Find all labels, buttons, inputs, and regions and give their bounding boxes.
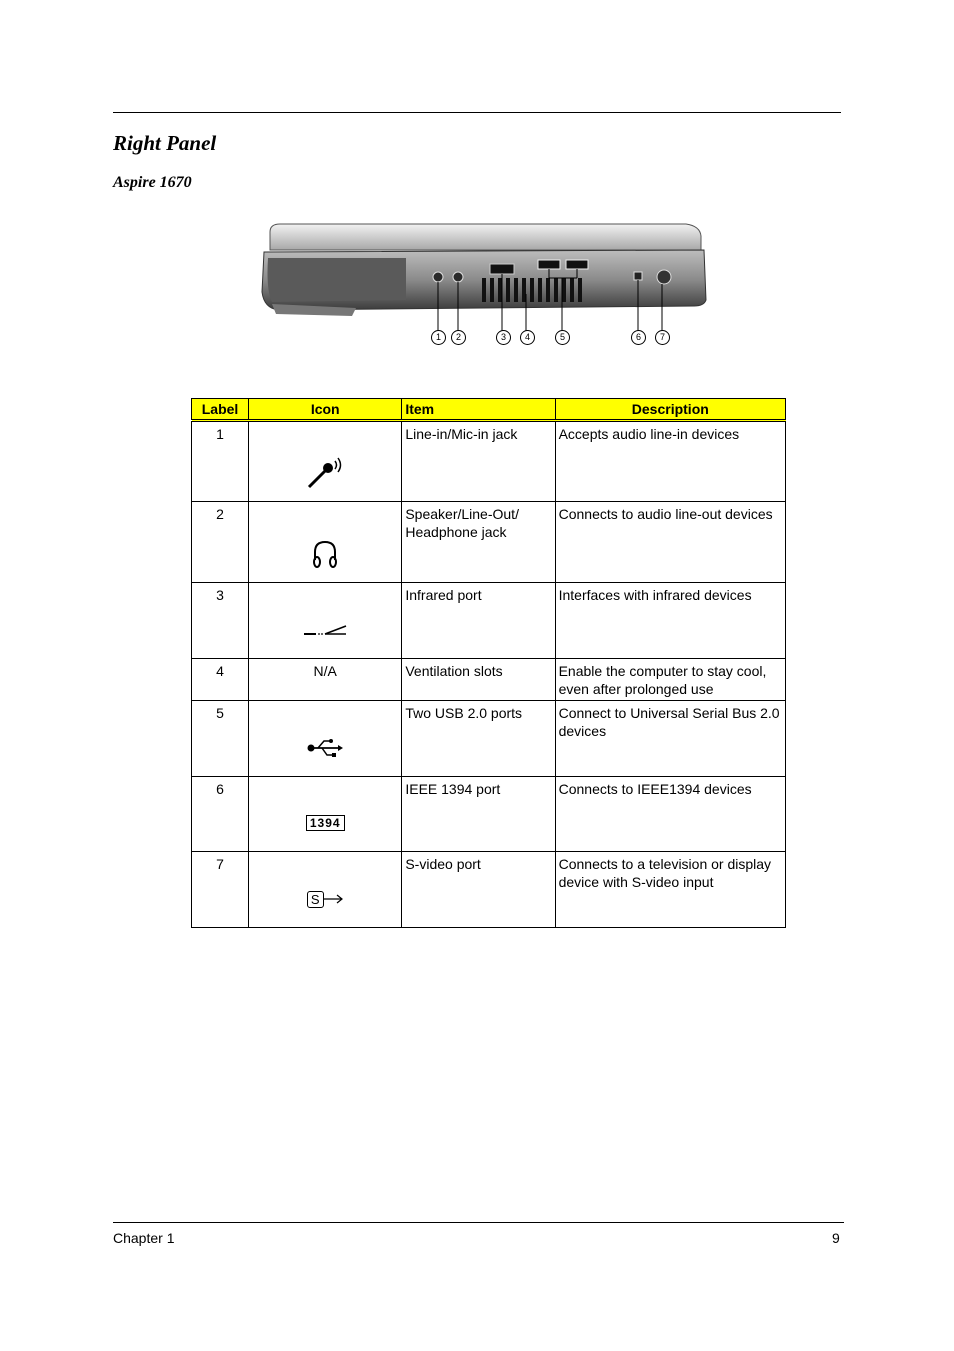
infrared-icon [302, 620, 348, 640]
row-icon-cell [249, 583, 402, 659]
row-label: 5 [192, 701, 249, 777]
row-description: Interfaces with infrared devices [555, 583, 785, 659]
section-title: Right Panel [113, 131, 217, 155]
callout-2: 2 [451, 330, 466, 345]
row-item: IEEE 1394 port [402, 777, 555, 852]
s-video-icon-letter: S [307, 891, 324, 908]
microphone-icon [305, 455, 345, 491]
row-item: Speaker/Line-Out/ Headphone jack [402, 502, 555, 583]
row-item: Infrared port [402, 583, 555, 659]
row-label: 3 [192, 583, 249, 659]
row-icon-cell [249, 701, 402, 777]
row-icon-cell [249, 777, 402, 852]
row-description: Connect to Universal Serial Bus 2.0 devices [555, 701, 785, 777]
row-label: 4 [192, 659, 249, 701]
row-description: Accepts audio line-in devices [555, 421, 785, 502]
table-row [192, 777, 786, 852]
table-row [192, 701, 786, 777]
headphone-icon [309, 538, 341, 570]
table-row [192, 659, 786, 701]
header-item: Item [402, 399, 555, 421]
laptop-right-panel-image [256, 220, 726, 350]
row-icon-cell [249, 659, 402, 701]
top-rule [113, 112, 841, 113]
footer-rule [113, 1222, 844, 1223]
row-label: 7 [192, 852, 249, 928]
row-label: 1 [192, 421, 249, 502]
table-row [192, 502, 786, 583]
model-title: Aspire 1670 [113, 174, 192, 191]
row-icon-cell [249, 852, 402, 928]
row-description: Connects to audio line-out devices [555, 502, 785, 583]
row-description: Connects to IEEE1394 devices [555, 777, 785, 852]
ieee1394-icon: 1394 [306, 815, 345, 831]
right-panel-ports-table [191, 398, 786, 928]
row-icon-cell [249, 421, 402, 502]
row-item: Two USB 2.0 ports [402, 701, 555, 777]
table-row [192, 583, 786, 659]
header-description: Description [555, 399, 785, 421]
callout-1: 1 [431, 330, 446, 345]
row-item: Line-in/Mic-in jack [402, 421, 555, 502]
row-description: Connects to a television or display device with S-video input [555, 852, 785, 928]
row-item: S-video port [402, 852, 555, 928]
table-row [192, 421, 786, 502]
callout-4: 4 [520, 330, 535, 345]
s-video-icon [307, 891, 344, 908]
row-icon-na: N/A [313, 663, 337, 679]
table-header-row [192, 399, 786, 421]
header-icon: Icon [249, 399, 402, 421]
footer-chapter: Chapter 1 [113, 1230, 175, 1246]
row-description: Enable the computer to stay cool, even after prolonged use [555, 659, 785, 701]
header-label: Label [192, 399, 249, 421]
row-label: 6 [192, 777, 249, 852]
row-label: 2 [192, 502, 249, 583]
callout-7: 7 [655, 330, 670, 345]
footer-page-number: 9 [832, 1230, 840, 1246]
row-icon-cell [249, 502, 402, 583]
callout-6: 6 [631, 330, 646, 345]
callout-5: 5 [555, 330, 570, 345]
arrow-right-icon [324, 893, 344, 905]
row-item: Ventilation slots [402, 659, 555, 701]
table-row [192, 852, 786, 928]
usb-icon [306, 737, 344, 759]
callout-3: 3 [496, 330, 511, 345]
